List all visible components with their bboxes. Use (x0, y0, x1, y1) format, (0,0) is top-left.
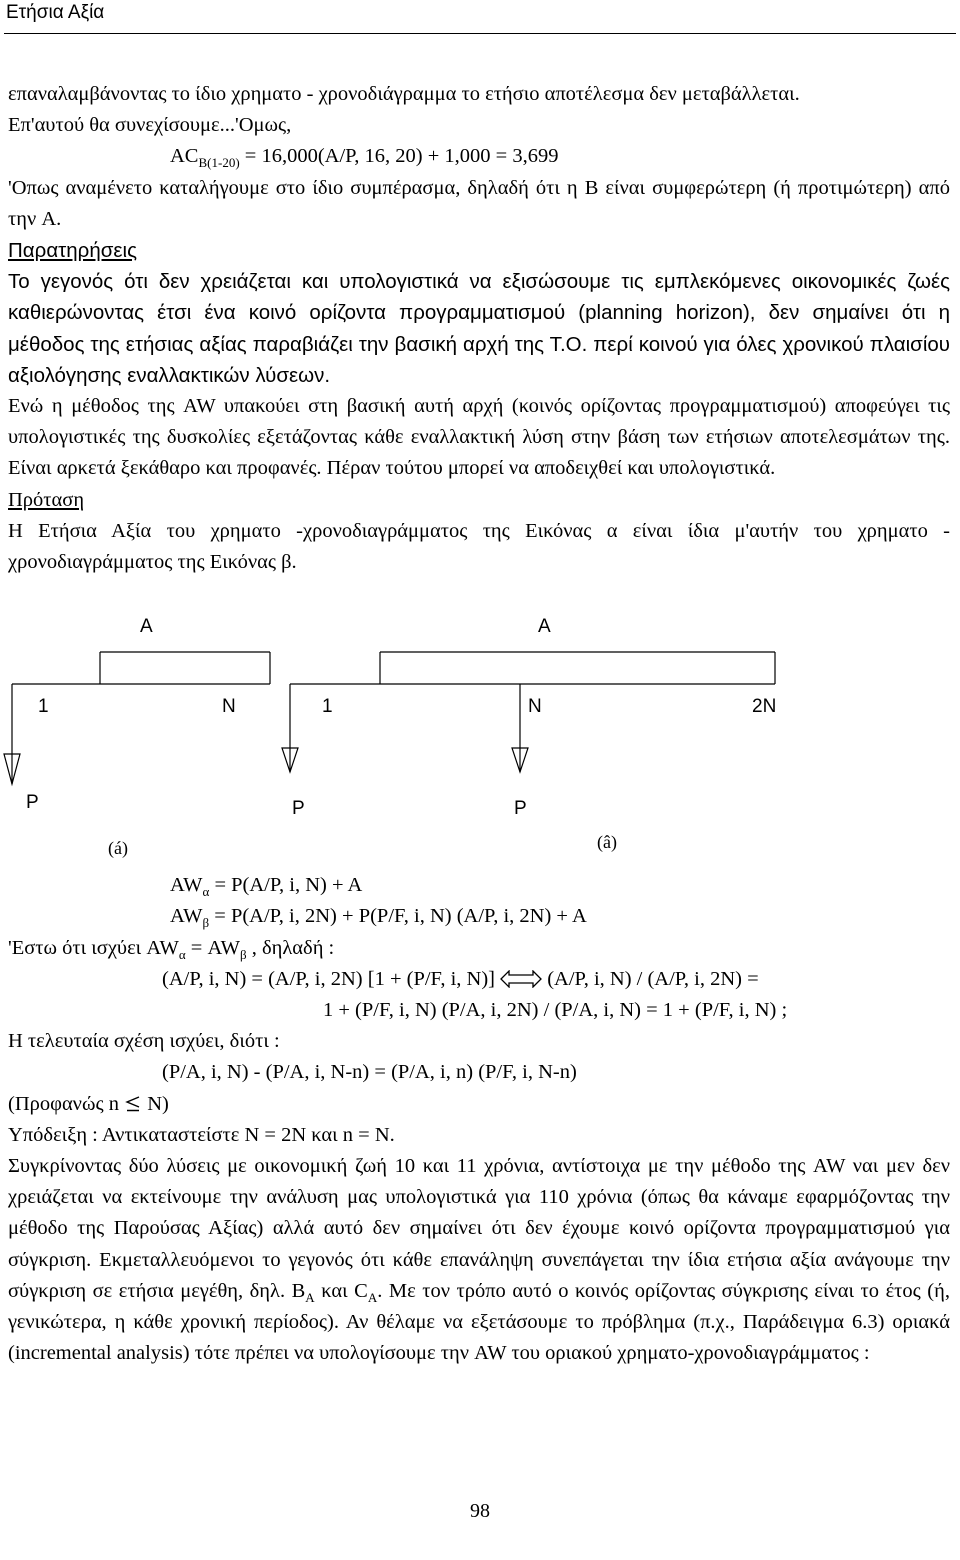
equation-ac-lhs: AC (170, 145, 199, 168)
eq-aw-beta-lhs: AW (170, 905, 203, 928)
obvious-part-a: (Προφανώς n (8, 1092, 119, 1115)
eq-aw-alpha-sub: α (202, 884, 210, 900)
period-label-nb: N (528, 696, 542, 717)
let-part-a: 'Εστω ότι ισχύει AW (8, 936, 179, 959)
cash-flow-diagrams (0, 612, 960, 904)
let-part-c: , δηλαδή : (246, 936, 335, 959)
equation-aw-beta (8, 901, 950, 932)
eq-aw-beta-sub: β (202, 915, 210, 931)
final-sub-a2: A (367, 1289, 378, 1305)
page-number: 98 (470, 1500, 490, 1522)
eq-equivalence-left: (A/P, i, N) = (A/P, i, 2N) [1 + (P/F, i, N)] (162, 967, 495, 990)
present-value-label-a: P (26, 792, 39, 813)
heading-remarks: Παρατηρήσεις (8, 239, 137, 263)
present-value-label-b2: P (514, 798, 527, 819)
let-sub-beta: β (239, 946, 247, 962)
eq-aw-beta-rhs: = P(A/P, i, 2N) + P(P/F, i, N) (A/P, i, 2N) + A (209, 905, 587, 928)
paragraph-continue: Επ'αυτού θα συνεχίσουμε...'Ομως, (8, 114, 292, 137)
equation-ac-subscript: B(1-20) (198, 155, 240, 171)
present-value-label-b1: P (292, 798, 305, 819)
let-part-b: = AW (185, 936, 240, 959)
paragraph-intro: επαναλαμβάνοντας το ίδιο χρηματο - χρονοδιάγραμμα το ετήσιο αποτέλεσμα δεν μεταβάλλεται. (8, 83, 800, 105)
annuity-label-b: A (538, 616, 551, 637)
double-arrow-icon (500, 970, 542, 988)
paragraph-aw-method: Ενώ η μέθοδος της AW υπακούει στη βασική αυτή αρχή (κοινός ορίζοντας προγραμματισμού) αποφεύγει τις υπολογιστικές της δυσκολίες εξετάζοντας κάθε εναλλακτική λύση στην βάση των ετήσιων αποτελεσμάτων της. Είναι αρκετά ξεκάθαρο και προφανές. Πέραν τούτου μπορεί να αποδειχθεί και υπολογιστικά. (8, 395, 950, 480)
equation-equivalence (8, 964, 950, 995)
final-part-end: . Με τον τρόπο αυτό ο κοινός ορίζοντας σύγκρισης είναι το έτος (ή, γενικώτερα, η κάθε χρονική περίοδος). Αν θέλαμε να εξετάσουμε το πρόβλημα (π.χ., Παράδειγμα 6.3) οριακά (incremental analysis) τότε πρέπει να υπολογίσουμε την AW του οριακού χρηματο-χρονοδιαγράμματος : (8, 1279, 950, 1365)
annuity-label-a: A (140, 616, 153, 637)
paragraph-last-relation: Η τελευταία σχέση ισχύει, διότι : (8, 1030, 280, 1053)
period-label-1a: 1 (38, 696, 49, 717)
caption-b: (â) (597, 832, 617, 852)
heading-proposition: Πρόταση (8, 488, 85, 511)
final-sub-a1: A (305, 1289, 315, 1305)
statement-obvious (8, 1089, 950, 1120)
header-rule (4, 33, 956, 34)
eq-equivalence-right: (A/P, i, N) / (A/P, i, 2N) = (547, 967, 759, 990)
equation-ac (8, 141, 950, 172)
paragraph-hint: Υπόδειξη : Αντικαταστείστε N = 2N και n = N. (8, 1123, 395, 1146)
equation-pa-identity: (P/A, i, N) - (P/A, i, N-n) = (P/A, i, n) (P/F, i, N-n) (162, 1061, 577, 1084)
paragraph-conclusion: 'Οπως αναμένετο καταλήγουμε στο ίδιο συμπέρασμα, δηλαδή ότι η B είναι συμφερώτερη (ή προτιμώτερη) από την A. (8, 176, 950, 230)
paragraph-proposition: Η Ετήσια Αξία του χρηματο -χρονοδιαγράμματος της Εικόνας α είναι ίδια μ'αυτήν του χρηματο - χρονοδιαγράμματος της Εικόνας β. (8, 519, 950, 574)
period-label-1b: 1 (322, 696, 333, 717)
less-equal-icon (124, 1096, 142, 1112)
obvious-part-b: N) (142, 1092, 169, 1115)
equation-identity: 1 + (P/F, i, N) (P/A, i, 2N) / (P/A, i, N) = 1 + (P/F, i, N) ; (323, 999, 788, 1022)
final-part-mid: και C (314, 1279, 368, 1302)
cash-flow-lines (0, 612, 960, 904)
paragraph-final (8, 1151, 950, 1369)
eq-aw-alpha-lhs: AW (170, 874, 203, 897)
caption-a: (á) (108, 838, 128, 858)
running-header: Ετήσια Αξία (6, 2, 105, 23)
period-label-2n: 2N (752, 696, 777, 717)
paragraph-remarks: Το γεγονός ότι δεν χρειάζεται και υπολογιστικά να εξισώσουμε τις εμπλεκόμενες οικονομικές ζωές καθιερώνοντας έτσι ένα κοινό ορίζοντα προγραμματισμού (planning horizon), δεν σημαίνει ότι η μέθοδος της ετήσιας αξίας παραβιάζει την βασική αρχή της Τ.Ο. περί κοινού για όλες χρονικού πλαισίου αξιολόγησης εναλλακτικών λύσεων. (8, 270, 950, 387)
equation-ac-rhs: = 16,000(A/P, 16, 20) + 1,000 = 3,699 (239, 145, 559, 168)
eq-aw-alpha-rhs: = P(A/P, i, N) + A (209, 874, 363, 897)
let-sub-alpha: α (178, 946, 186, 962)
period-label-na: N (222, 696, 236, 717)
statement-let (8, 933, 950, 964)
final-part-a: Συγκρίνοντας δύο λύσεις με οικονομική ζωή 10 και 11 χρόνια, αντίστοιχα με την μέθοδο της AW ναι μεν δεν χρειάζεται να εκτείνουμε την ανάλυση μας υπολογιστικά για 110 χρόνια (όπως θα κάναμε εφαρμόζοντας την μέθοδο της Παρούσας Αξίας) αλλά αυτό δεν σημαίνει ότι δεν έχουμε κοινό ορίζοντα προγραμματισμού για σύγκριση. Εκμεταλλευόμενοι το γεγονός ότι κάθε επανάληψη συνεπάγεται την ίδια ετήσια αξία ανάγουμε την σύγκριση σε ετήσια μεγέθη, δηλ. B (8, 1155, 950, 1302)
